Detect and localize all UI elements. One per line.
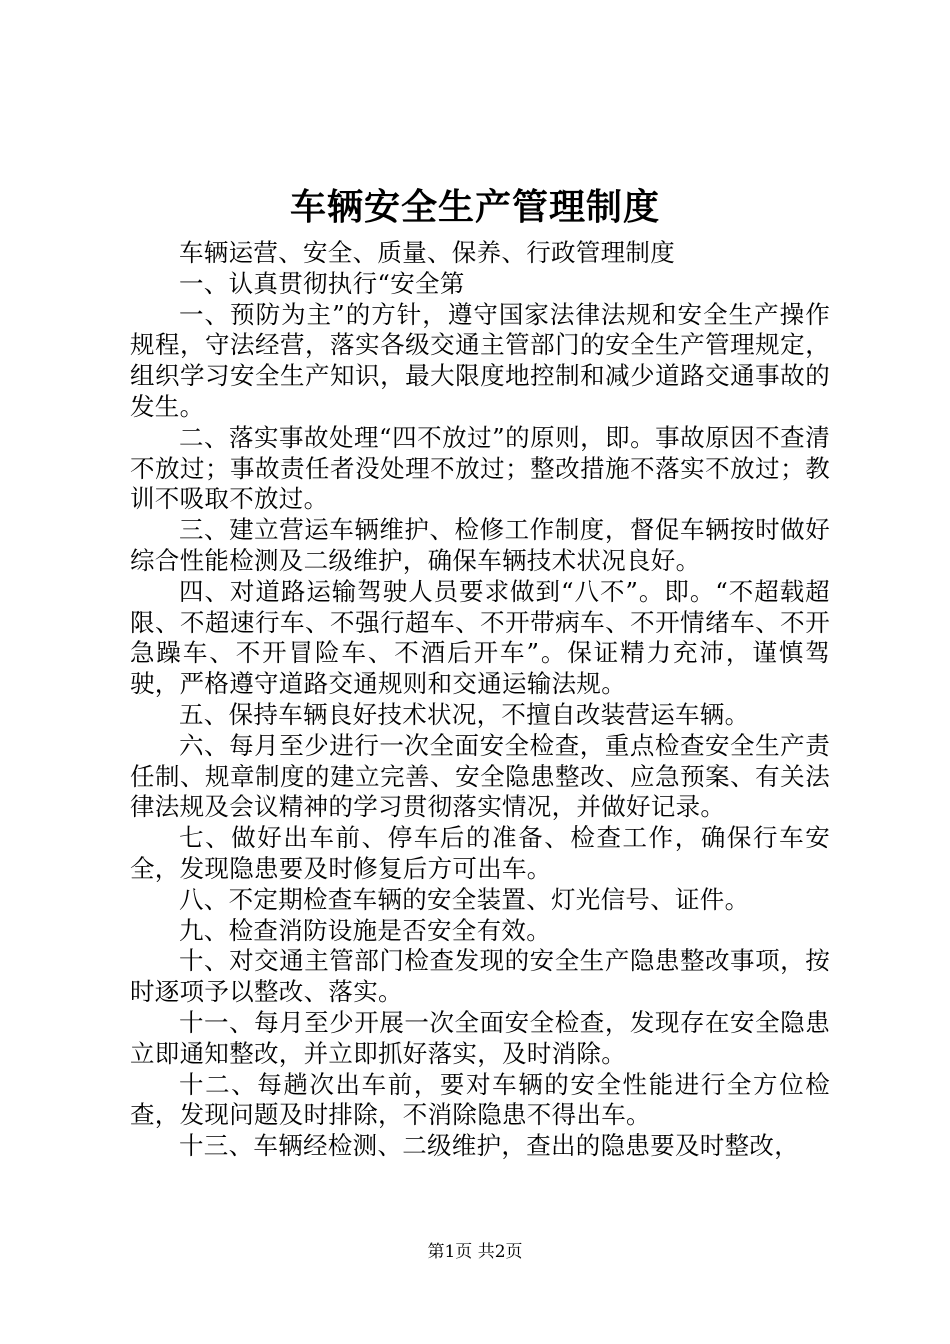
paragraph-2: 二、落实事故处理“四不放过”的原则，即。事故原因不查清不放过；事故责任者没处理不放过；整改措施不落实不放过；教训不吸取不放过。 [130, 422, 830, 514]
document-body [130, 238, 830, 1162]
page-title: 车辆安全生产管理制度 [289, 186, 660, 228]
paragraph-4: 四、对道路运输驾驶人员要求做到“八不”。即。“不超载超限、不超速行车、不强行超车、不开带病车、不开情绪车、不开急躁车、不开冒险车、不酒后开车”。保证精力充沛，谨慎驾驶，严格遵守道路交通规则和交通运输法规。 [130, 576, 830, 699]
paragraph-1a: 一、认真贯彻执行“安全第 [179, 268, 465, 298]
paragraph-10: 十、对交通主管部门检查发现的安全生产隐患整改事项，按时逐项予以整改、落实。 [130, 946, 830, 1007]
paragraph-intro: 车辆运营、安全、质量、保养、行政管理制度 [179, 238, 675, 267]
paragraph-8: 八、不定期检查车辆的安全装置、灯光信号、证件。 [179, 884, 750, 914]
paragraph-12: 十二、每趟次出车前，要对车辆的安全性能进行全方位检查，发现问题及时排除，不消除隐患不得出车。 [130, 1069, 830, 1130]
paragraph-7: 七、做好出车前、停车后的准备、检查工作，确保行车安全，发现隐患要及时修复后方可出车。 [130, 823, 830, 883]
paragraph-9: 九、检查消防设施是否安全有效。 [179, 915, 551, 945]
paragraph-3: 三、建立营运车辆维护、检修工作制度，督促车辆按时做好综合性能检测及二级维护，确保车辆技术状况良好。 [130, 515, 830, 575]
paragraph-1b: 一、预防为主”的方针，遵守国家法律法规和安全生产操作规程，守法经营，落实各级交通主管部门的安全生产管理规定，组织学习安全生产知识，最大限度地控制和减少道路交通事故的发生。 [130, 299, 830, 421]
paragraph-11: 十一、每月至少开展一次全面安全检查，发现存在安全隐患立即通知整改，并立即抓好落实，及时消除。 [130, 1007, 830, 1068]
paragraph-6: 六、每月至少进行一次全面安全检查，重点检查安全生产责任制、规章制度的建立完善、安全隐患整改、应急预案、有关法律法规及会议精神的学习贯彻落实情况，并做好记录。 [130, 730, 830, 822]
paragraph-13: 十三、车辆经检测、二级维护，查出的隐患要及时整改， [179, 1131, 799, 1161]
paragraph-5: 五、保持车辆良好技术状况，不擅自改装营运车辆。 [179, 699, 750, 729]
page-footer: 第1页 共2页 [427, 1242, 523, 1262]
